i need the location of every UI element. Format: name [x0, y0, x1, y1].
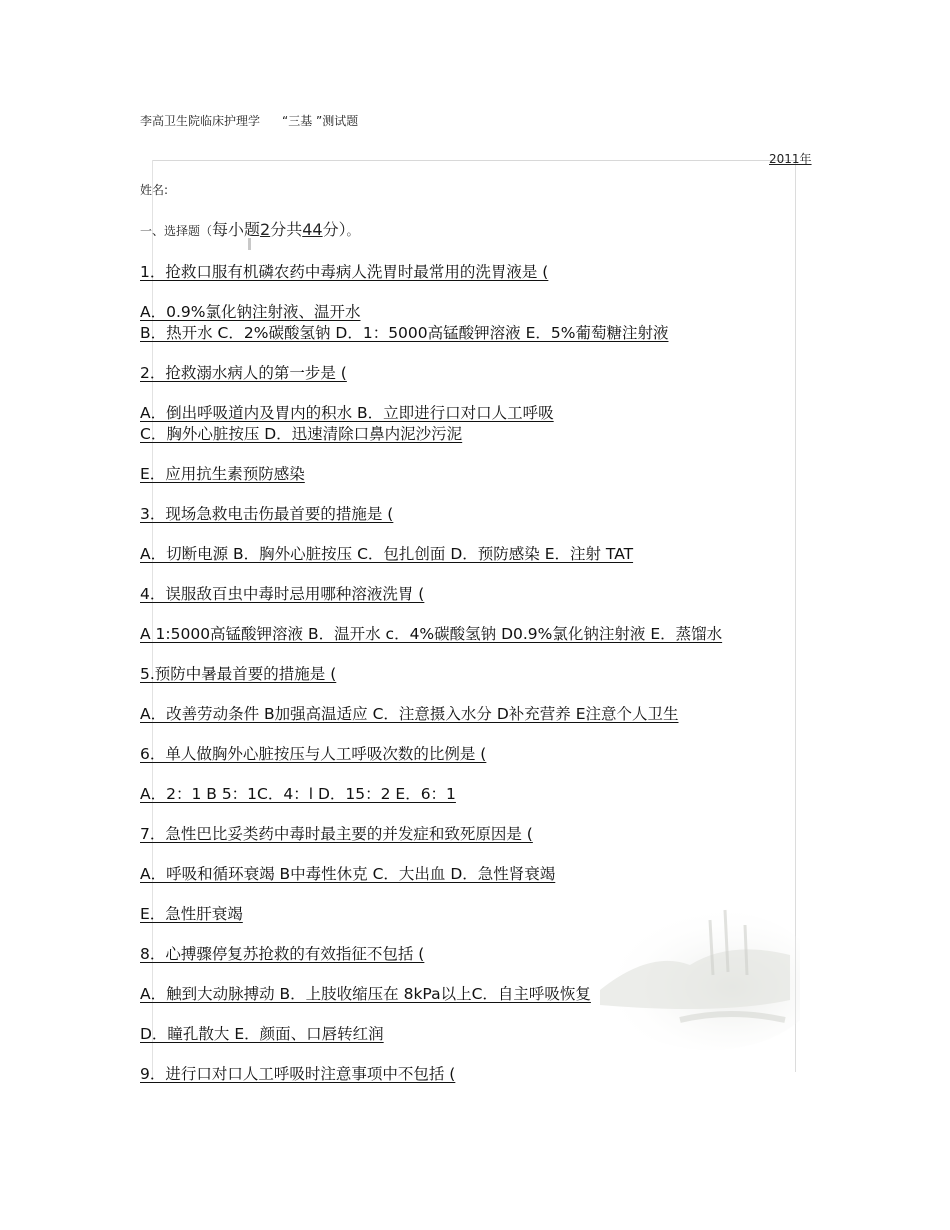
- q5-options: A．改善劳动条件 B加强高温适应 C．注意摄入水分 D补充营养 E注意个人卫生: [140, 705, 679, 723]
- question-4: 4．误服敌百虫中毒时忌用哪种溶液洗胃 (: [140, 585, 425, 603]
- q2-option-e: E．应用抗生素预防感染: [140, 465, 305, 483]
- q1-option-a: A．0.9%氯化钠注射液、温开水: [140, 303, 361, 321]
- hospital-title: 李高卫生院临床护理学: [140, 114, 261, 128]
- q2-options-c-d: C．胸外心脏按压 D．迅速清除口鼻内泥沙污泥: [140, 425, 463, 443]
- question-7: 7．急性巴比妥类药中毒时最主要的并发症和致死原因是 (: [140, 825, 533, 843]
- page-border-left: [152, 160, 153, 1080]
- section-prefix: 一、选择题（: [140, 224, 213, 238]
- question-9: 9．进行口对口人工呼吸时注意事项中不包括 (: [140, 1065, 456, 1083]
- q8-options-d-e: D．瞳孔散大 E．颜面、口唇转红润: [140, 1025, 384, 1043]
- section-suffix: 。: [346, 224, 359, 238]
- section-num-b: 44: [302, 220, 323, 239]
- q7-options-a-d: A．呼吸和循环衰竭 B中毒性休克 C．大出血 D．急性肾衰竭: [140, 865, 556, 883]
- document-title: [140, 112, 358, 129]
- section-desc-b: 分共: [270, 220, 303, 239]
- question-3: 3．现场急救电击伤最首要的措施是 (: [140, 505, 394, 523]
- question-5: 5.预防中暑最首要的措施是 (: [140, 665, 337, 683]
- section-num-a: 2: [260, 220, 271, 239]
- q3-options: A．切断电源 B．胸外心脏按压 C．包扎创面 D．预防感染 E．注射 TAT: [140, 545, 634, 563]
- q8-options-a-c: A．触到大动脉搏动 B．上肢收缩压在 8kPa以上C．自主呼吸恢复: [140, 985, 591, 1003]
- q1-options-b-e: B．热开水 C．2%碳酸氢钠 D．1：5000高锰酸钾溶液 E．5%葡萄糖注射液: [140, 324, 669, 342]
- question-8: 8．心搏骤停复苏抢救的有效指征不包括 (: [140, 945, 425, 963]
- section-desc-c: 分）: [322, 220, 347, 239]
- question-2: 2．抢救溺水病人的第一步是 (: [140, 364, 347, 382]
- question-1: 1．抢救口服有机磷农药中毒病人洗胃时最常用的洗胃液是 (: [140, 263, 549, 281]
- question-6: 6．单人做胸外心脏按压与人工呼吸次数的比例是 (: [140, 745, 487, 763]
- landscape-watermark: [560, 880, 800, 1070]
- q4-options: A 1:5000高锰酸钾溶液 B．温开水 c．4%碳酸氢钠 D0.9%氯化钠注射液 E．蒸馏水: [140, 625, 723, 643]
- test-title: “三基 ”测试题: [282, 114, 359, 128]
- year-label: 2011年: [769, 152, 812, 166]
- q7-option-e: E．急性肝衰竭: [140, 905, 243, 923]
- q6-options: A．2：1 B 5：1C．4：l D．15：2 E．6：1: [140, 785, 456, 803]
- section-desc-a: 每小题: [212, 220, 261, 239]
- page-border-top: [152, 160, 796, 161]
- name-label: 姓名:: [140, 183, 169, 197]
- section-heading: [140, 217, 359, 240]
- q2-options-a-b: A．倒出呼吸道内及胃内的积水 B．立即进行口对口人工呼吸: [140, 404, 554, 422]
- page-border-right: [795, 160, 796, 1072]
